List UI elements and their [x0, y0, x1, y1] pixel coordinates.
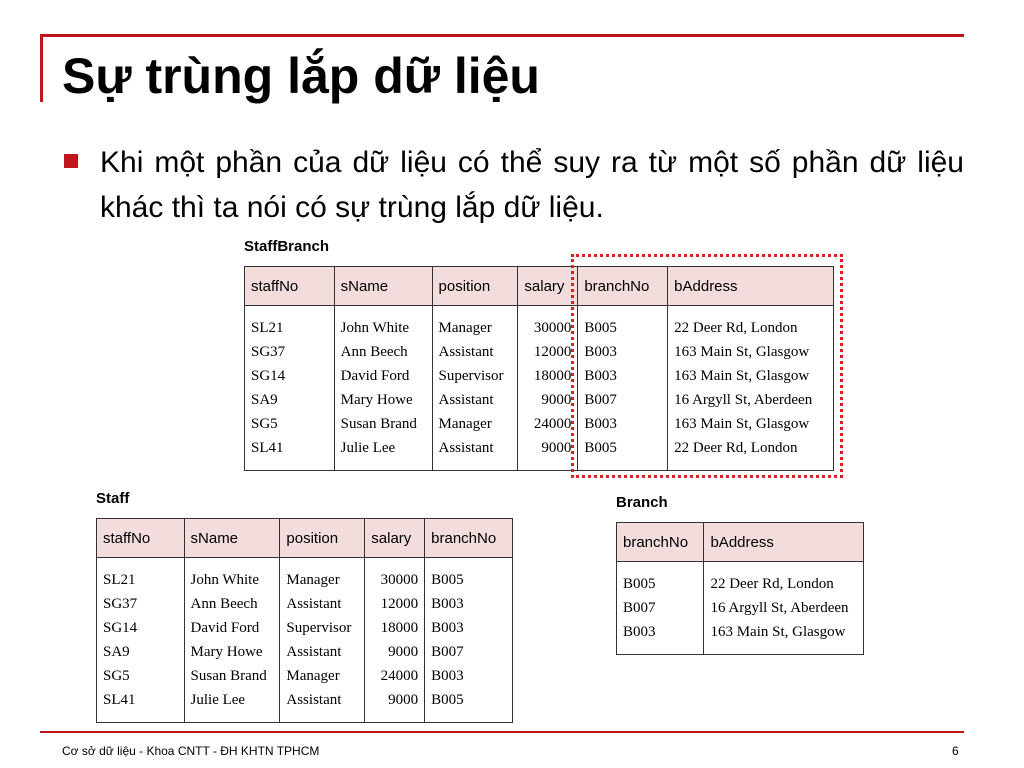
title-accent-line	[40, 34, 964, 37]
slide-title: Sự trùng lắp dữ liệu	[62, 48, 540, 104]
footer-text: Cơ sở dữ liệu - Khoa CNTT - ĐH KHTN TPHCM	[62, 744, 320, 758]
table-cell: 22 Deer Rd, London	[668, 436, 834, 471]
table-cell: B003	[425, 592, 513, 616]
table-cell: 163 Main St, Glasgow	[668, 340, 834, 364]
table-cell: 24000	[518, 412, 578, 436]
table-cell: B003	[425, 664, 513, 688]
table-header-row	[617, 523, 864, 562]
table-cell: B005	[578, 436, 668, 471]
table-cell: Manager	[432, 306, 518, 341]
table-cell: SL21	[245, 306, 335, 341]
table-row	[97, 664, 513, 688]
table-cell: Manager	[280, 664, 365, 688]
bullet-text: Khi một phần của dữ liệu có thể suy ra từ một số phần dữ liệu khác thì ta nói có sự trùng lắp dữ liệu.	[100, 146, 964, 224]
table-cell: B003	[617, 620, 704, 655]
table-cell: Manager	[432, 412, 518, 436]
table-cell: SG37	[245, 340, 335, 364]
table-cell: B005	[425, 558, 513, 593]
column-header: salary	[365, 519, 425, 558]
bullet-square-icon	[64, 154, 78, 168]
table-row	[617, 620, 864, 655]
staffbranch-caption: StaffBranch	[244, 238, 330, 255]
table-cell: SA9	[245, 388, 335, 412]
table-cell: 16 Argyll St, Aberdeen	[704, 596, 864, 620]
table-cell: Ann Beech	[184, 592, 280, 616]
column-header: sName	[184, 519, 280, 558]
column-header: sName	[334, 267, 432, 306]
table-cell: Manager	[280, 558, 365, 593]
table-cell: 16 Argyll St, Aberdeen	[668, 388, 834, 412]
table-cell: 12000	[365, 592, 425, 616]
column-header: branchNo	[617, 523, 704, 562]
table-row	[97, 688, 513, 723]
table-cell: Assistant	[280, 688, 365, 723]
column-header: staffNo	[97, 519, 185, 558]
column-header: position	[280, 519, 365, 558]
table-cell: 24000	[365, 664, 425, 688]
table-cell: 9000	[518, 388, 578, 412]
table-cell: B003	[425, 616, 513, 640]
branch-table	[616, 522, 864, 655]
table-cell: SG5	[97, 664, 185, 688]
table-cell: B005	[578, 306, 668, 341]
table-cell: Julie Lee	[334, 436, 432, 471]
table-cell: SG14	[245, 364, 335, 388]
table-cell: 163 Main St, Glasgow	[704, 620, 864, 655]
table-cell: B003	[578, 340, 668, 364]
table-cell: SG5	[245, 412, 335, 436]
table-cell: 163 Main St, Glasgow	[668, 364, 834, 388]
column-header: bAddress	[668, 267, 834, 306]
table-cell: 163 Main St, Glasgow	[668, 412, 834, 436]
column-header: branchNo	[425, 519, 513, 558]
table-cell: 18000	[365, 616, 425, 640]
table-cell: 22 Deer Rd, London	[704, 562, 864, 597]
table-cell: Julie Lee	[184, 688, 280, 723]
staff-table	[96, 518, 513, 723]
column-header: position	[432, 267, 518, 306]
table-cell: 9000	[518, 436, 578, 471]
table-cell: B003	[578, 364, 668, 388]
table-cell: Assistant	[432, 340, 518, 364]
table-cell: Susan Brand	[334, 412, 432, 436]
redundancy-highlight-box	[571, 254, 843, 478]
table-cell: SL41	[245, 436, 335, 471]
table-cell: B005	[617, 562, 704, 597]
table-cell: SL21	[97, 558, 185, 593]
table-cell: John White	[184, 558, 280, 593]
column-header: staffNo	[245, 267, 335, 306]
table-cell: SG37	[97, 592, 185, 616]
table-cell: 9000	[365, 688, 425, 723]
table-cell: B007	[617, 596, 704, 620]
table-cell: Assistant	[280, 640, 365, 664]
table-row	[617, 562, 864, 597]
table-cell: SA9	[97, 640, 185, 664]
table-cell: 12000	[518, 340, 578, 364]
table-cell: Mary Howe	[334, 388, 432, 412]
table-cell: David Ford	[184, 616, 280, 640]
title-accent-bar	[40, 34, 43, 102]
table-cell: John White	[334, 306, 432, 341]
table-cell: Supervisor	[432, 364, 518, 388]
table-row	[97, 592, 513, 616]
column-header: salary	[518, 267, 578, 306]
table-cell: 9000	[365, 640, 425, 664]
page-number: 6	[952, 744, 959, 758]
table-cell: B005	[425, 688, 513, 723]
table-cell: SL41	[97, 688, 185, 723]
table-cell: 18000	[518, 364, 578, 388]
column-header: branchNo	[578, 267, 668, 306]
table-cell: 30000	[518, 306, 578, 341]
table-cell: David Ford	[334, 364, 432, 388]
table-cell: 30000	[365, 558, 425, 593]
table-cell: B007	[425, 640, 513, 664]
table-cell: Mary Howe	[184, 640, 280, 664]
table-cell: B003	[578, 412, 668, 436]
table-cell: 22 Deer Rd, London	[668, 306, 834, 341]
table-row	[97, 616, 513, 640]
table-row	[97, 558, 513, 593]
staff-caption: Staff	[96, 490, 130, 507]
table-header-row	[97, 519, 513, 558]
table-row	[617, 596, 864, 620]
table-cell: Assistant	[280, 592, 365, 616]
table-cell: SG14	[97, 616, 185, 640]
table-cell: Assistant	[432, 436, 518, 471]
table-cell: Susan Brand	[184, 664, 280, 688]
table-cell: Assistant	[432, 388, 518, 412]
table-cell: Supervisor	[280, 616, 365, 640]
column-header: bAddress	[704, 523, 864, 562]
table-cell: B007	[578, 388, 668, 412]
table-cell: Ann Beech	[334, 340, 432, 364]
table-row	[97, 640, 513, 664]
branch-caption: Branch	[616, 494, 668, 511]
footer-divider	[40, 731, 964, 733]
